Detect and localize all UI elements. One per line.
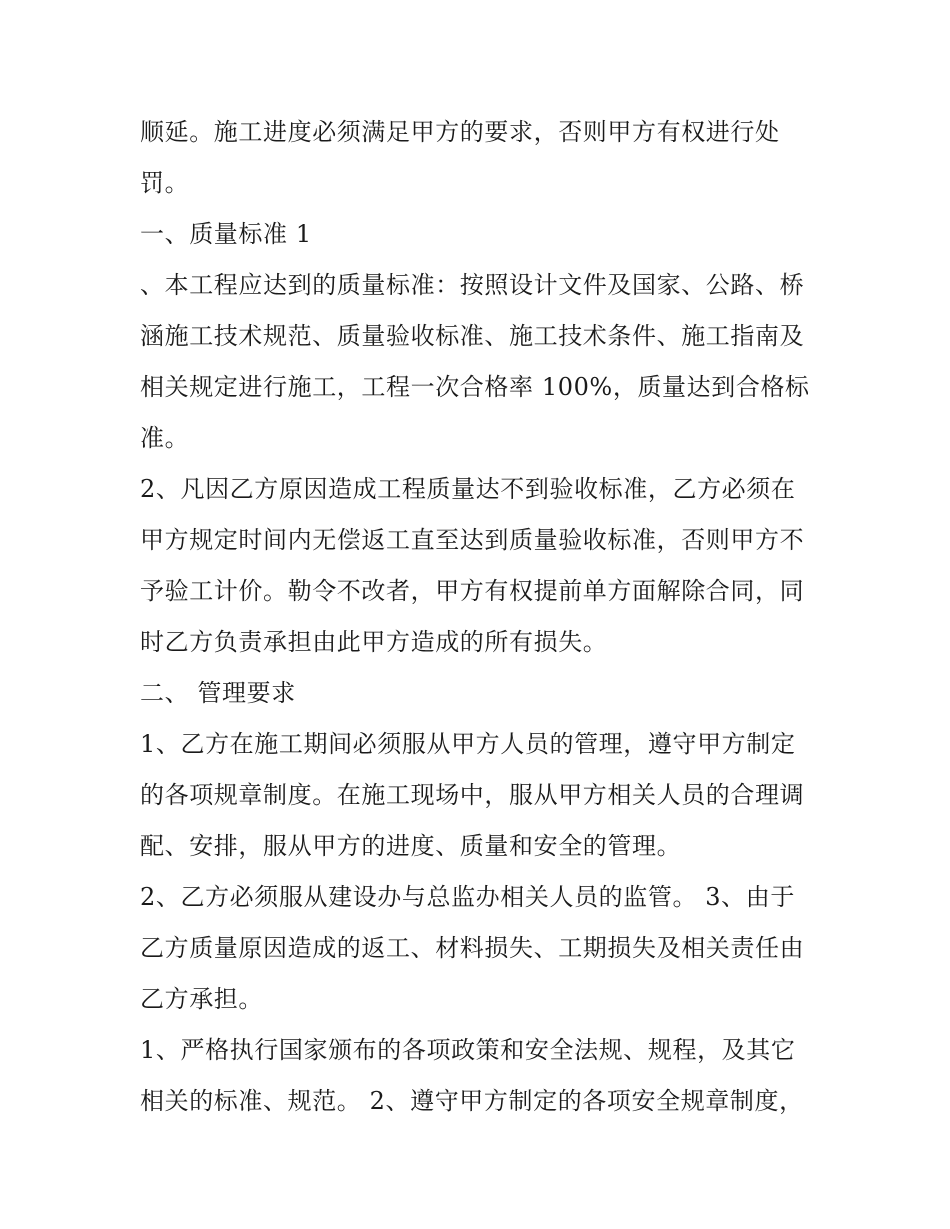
text-line: 、本工程应达到的质量标准：按照设计文件及国家、公路、桥 [140, 271, 805, 299]
text-line: 乙方质量原因造成的返工、材料损失、工期损失及相关责任由 [140, 934, 805, 962]
text-line: 甲方规定时间内无偿返工直至达到质量验收标准，否则甲方不 [140, 526, 805, 554]
text-line: 涵施工技术规范、质量验收标准、施工技术条件、施工指南及 [140, 322, 805, 350]
section-heading: 二、 管理要求 [140, 679, 296, 707]
text-line: 2、凡因乙方原因造成工程质量达不到验收标准，乙方必须在 [140, 475, 796, 503]
text-line: 时乙方负责承担由此甲方造成的所有损失。 [140, 628, 608, 656]
section-heading: 一、质量标准 1 [140, 220, 312, 248]
text-line: 顺延。施工进度必须满足甲方的要求，否则甲方有权进行处 [140, 118, 780, 146]
text-line: 相关的标准、规范。 2、遵守甲方制定的各项安全规章制度， [140, 1087, 804, 1115]
text-line: 1、严格执行国家颁布的各项政策和安全法规、规程，及其它 [140, 1036, 796, 1064]
text-line: 予验工计价。勒令不改者，甲方有权提前单方面解除合同，同 [140, 577, 805, 605]
text-line: 准。 [140, 424, 190, 452]
text-line: 的各项规章制度。在施工现场中，服从甲方相关人员的合理调 [140, 781, 805, 809]
text-line: 配、安排，服从甲方的进度、质量和安全的管理。 [140, 832, 682, 860]
text-line: 相关规定进行施工，工程一次合格率 100%，质量达到合格标 [140, 373, 810, 401]
text-line: 1、乙方在施工期间必须服从甲方人员的管理，遵守甲方制定 [140, 730, 796, 758]
text-line: 2、乙方必须服从建设办与总监办相关人员的监管。 3、由于 [140, 883, 795, 911]
text-line: 罚。 [140, 169, 190, 197]
text-line: 乙方承担。 [140, 985, 263, 1013]
document-body [140, 107, 820, 1127]
